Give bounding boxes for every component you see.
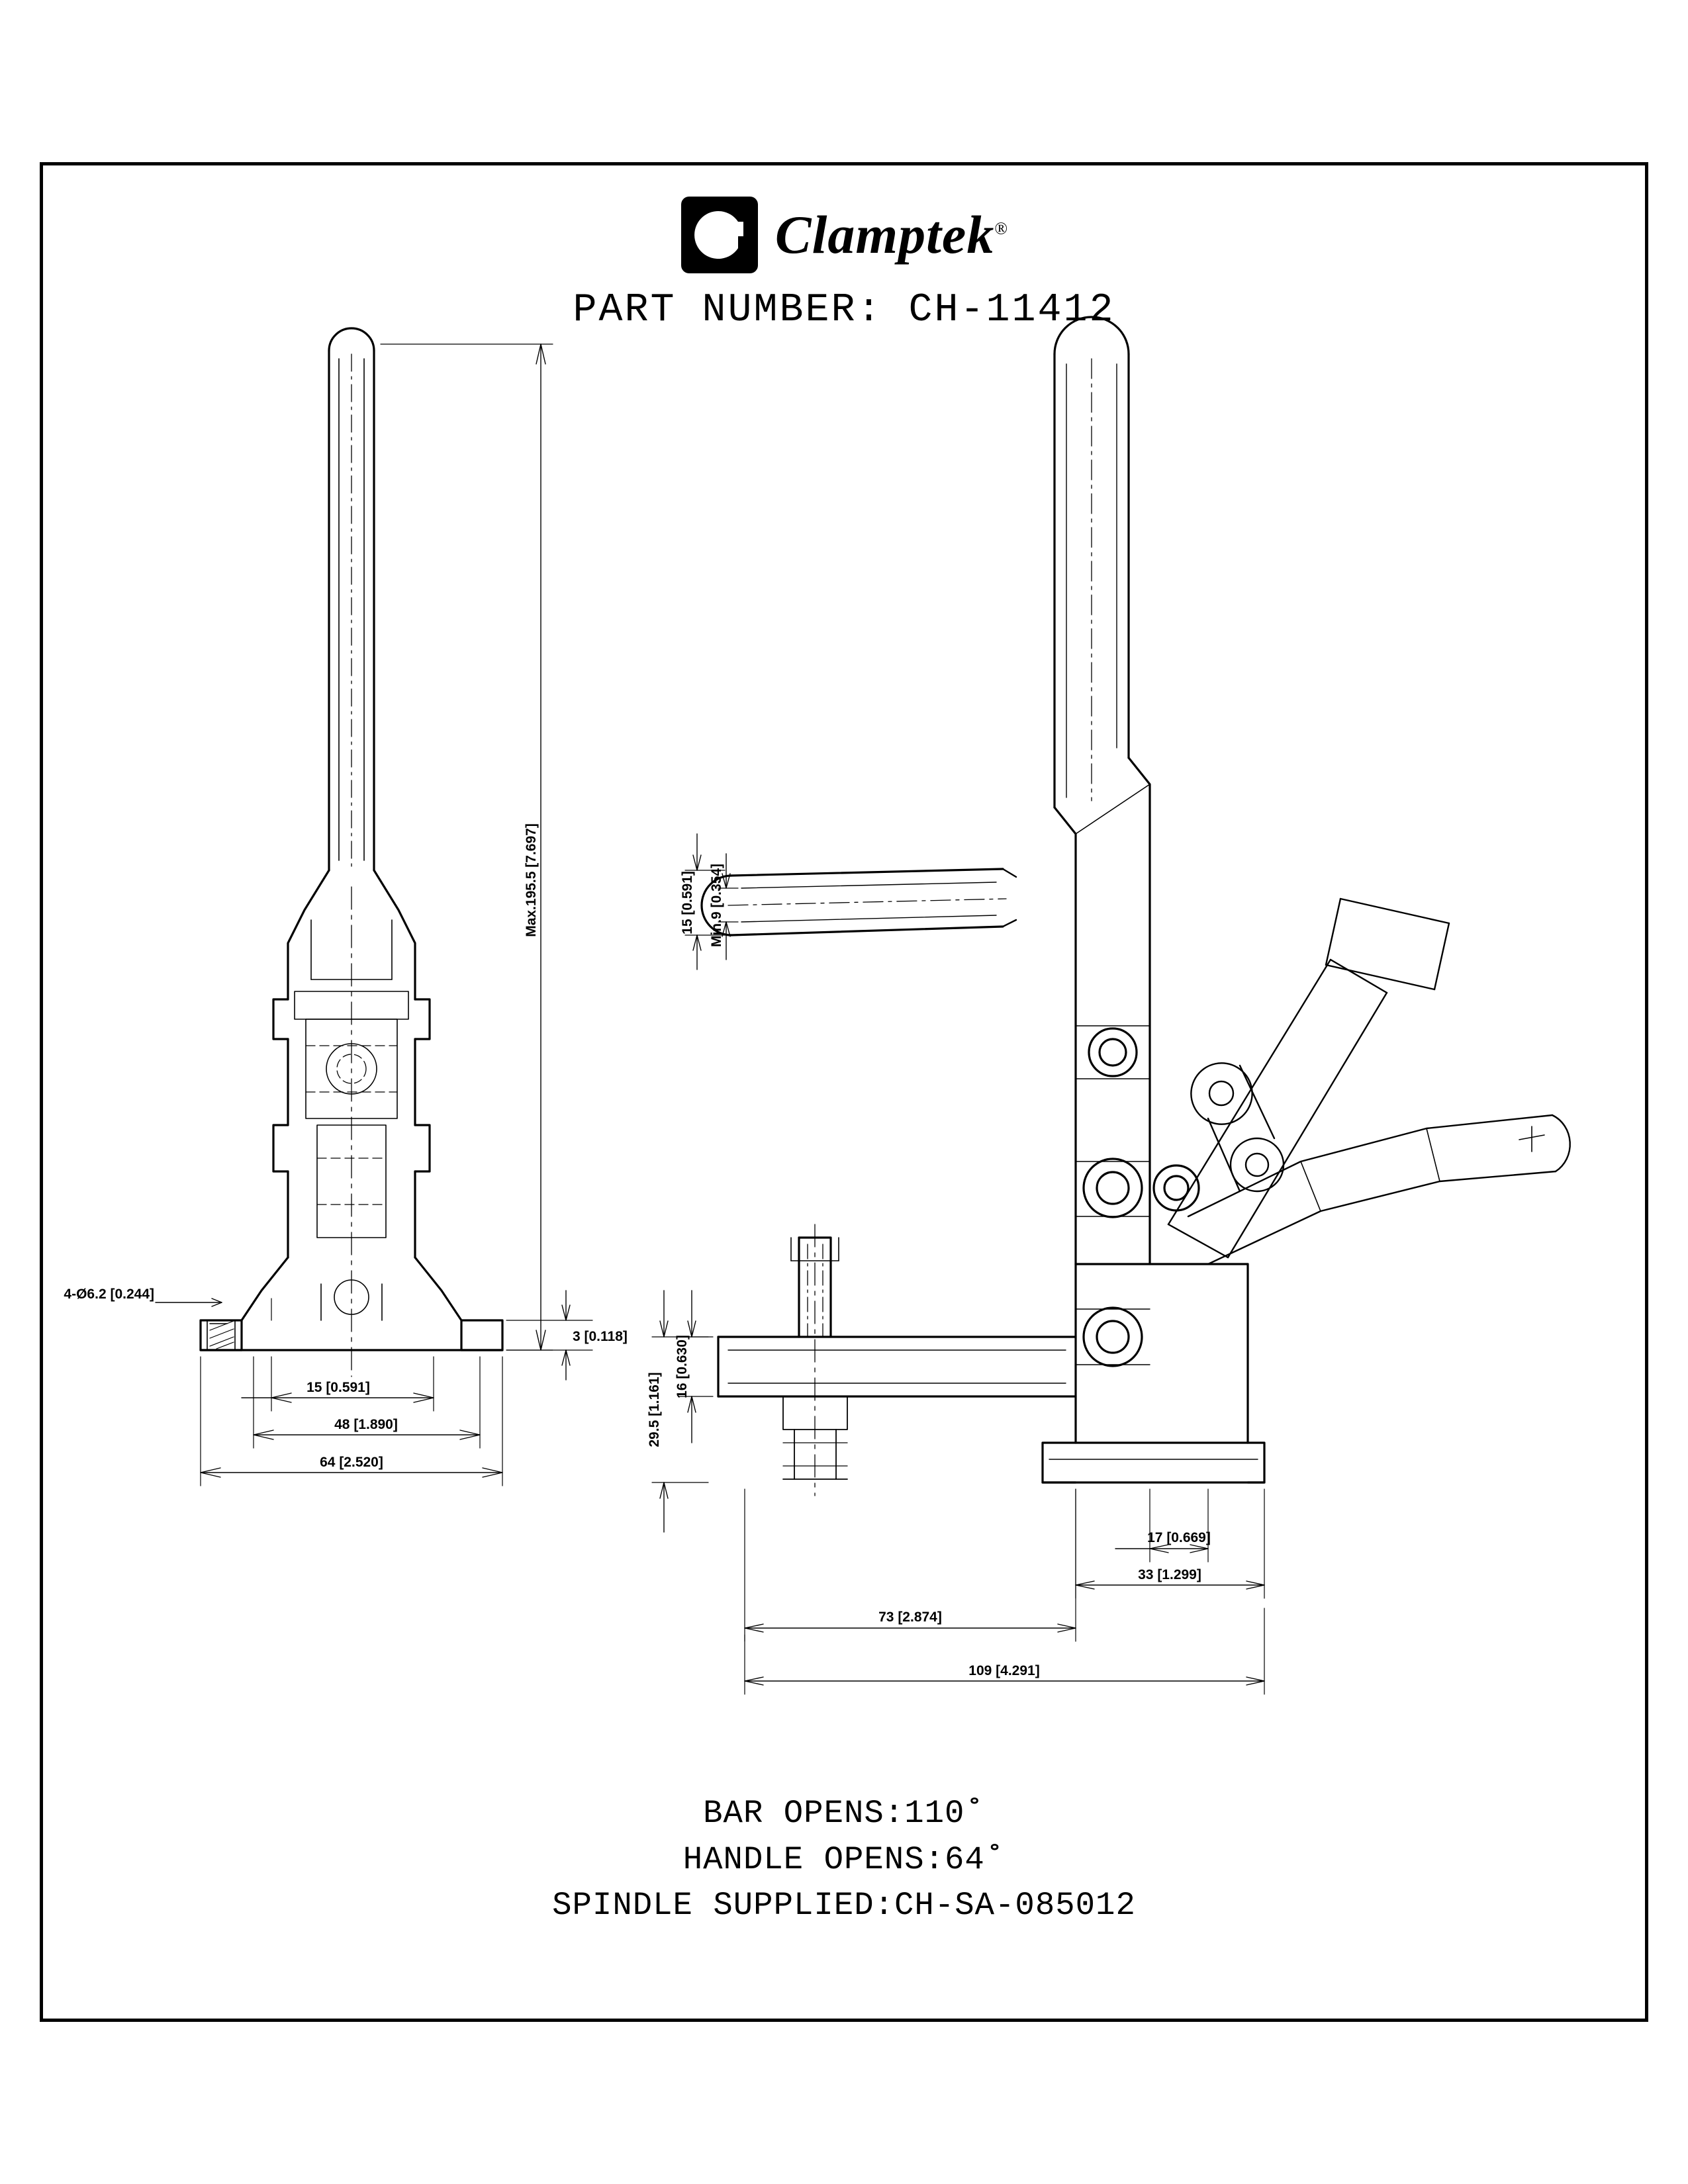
note-handle-opens: HANDLE OPENS:64˚ xyxy=(682,1841,1006,1878)
dim-front-height: Max.195.5 [7.697] xyxy=(524,823,539,937)
dim-overall-length: 109 [4.291] xyxy=(968,1663,1040,1678)
registered-mark: ® xyxy=(994,218,1009,238)
note-bar-opens: BAR OPENS:110˚ xyxy=(703,1795,985,1833)
drawing-notes xyxy=(43,1791,1645,1929)
note-spindle-supplied: SPINDLE SUPPLIED:CH-SA-085012 xyxy=(552,1887,1136,1925)
dim-base-thickness: 3 [0.118] xyxy=(573,1329,628,1344)
technical-drawing xyxy=(43,165,1652,2025)
dim-base-offset: 17 [0.669] xyxy=(1147,1530,1211,1545)
part-number: PART NUMBER: CH-11412 xyxy=(573,288,1115,333)
dim-slot-width: 15 [0.591] xyxy=(306,1380,370,1395)
dim-hole-callout: 4-Ø6.2 [0.244] xyxy=(64,1287,154,1302)
brand-text: Clamptek xyxy=(774,205,995,265)
dim-base-length-rear: 33 [1.299] xyxy=(1138,1567,1201,1582)
dim-bar-min: Min.9 [0.354] xyxy=(709,863,724,948)
dim-pivot-height: 29.5 [1.161] xyxy=(647,1372,662,1447)
dim-hole-spacing: 48 [1.890] xyxy=(334,1417,398,1432)
dim-bar-height: 15 [0.591] xyxy=(680,871,695,934)
dim-spindle-reach: 73 [2.874] xyxy=(878,1610,942,1625)
dim-spindle-height: 16 [0.630] xyxy=(675,1335,690,1398)
drawing-sheet xyxy=(40,162,1648,2022)
dim-base-width: 64 [2.520] xyxy=(320,1455,383,1470)
